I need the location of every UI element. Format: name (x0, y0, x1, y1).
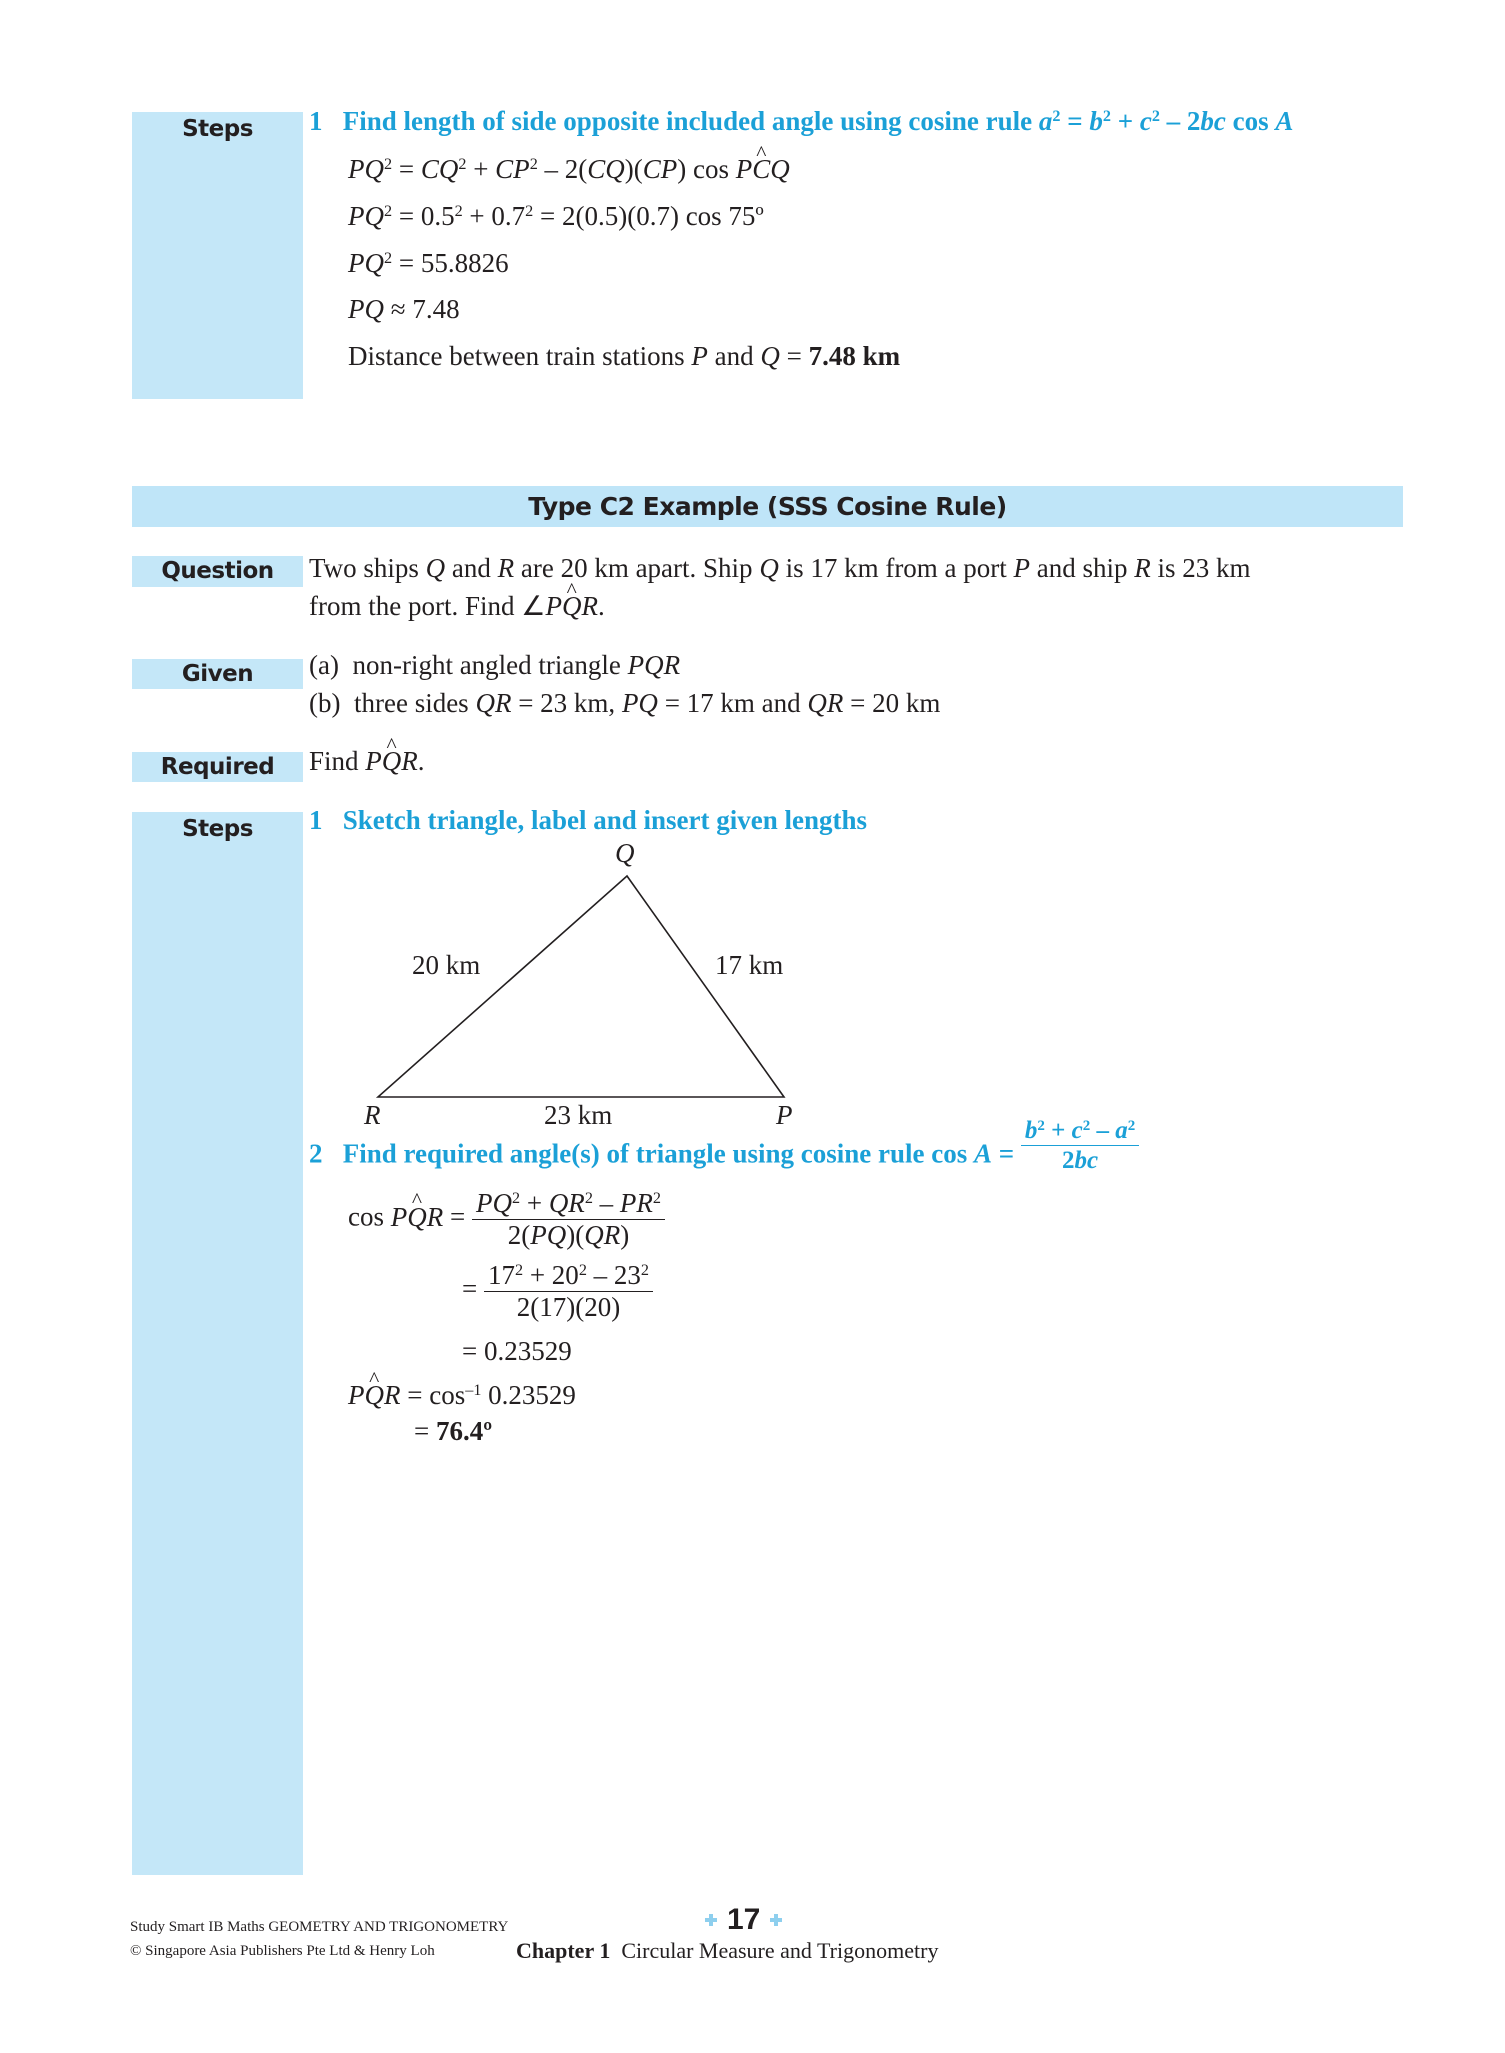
given-label: Given (132, 659, 303, 689)
cosine-rule-formula: $a^2 = b^2 + c^2 - 2bc$ cos A (1038, 106, 1294, 136)
side-label-qp: 17 km (715, 950, 784, 980)
chapter-title: Circular Measure and Trigonometry (621, 1938, 939, 1963)
step-number: 2 (309, 1138, 323, 1169)
copyright: © Singapore Asia Publishers Pte Ltd & Henry Loh (130, 1943, 435, 1959)
steps-label: Steps (182, 116, 253, 142)
given-item-b: (b) three sides QR = 23 km, PQ = 17 km and QR = 20 km (309, 688, 941, 718)
cos-pqr-equation: cos P^ QR = $\frac{PQ^2 + QR^2 - PR^2}{2(PQ)(QR)}$ (348, 1190, 665, 1249)
equation-line-4: PQ ≈ 7.48 (348, 294, 460, 324)
question-text-line-2: from the port. Find ∠P^ QR. (309, 593, 605, 620)
side-label-rp: 23 km (544, 1100, 613, 1130)
fraction-values: $\frac{17^2 + 20^2 - 23^2}{2(17)(20)}$ (484, 1262, 653, 1321)
vertex-label-p: P (776, 1100, 793, 1130)
step-number: 1 (309, 805, 323, 835)
book-title: Study Smart IB Maths GEOMETRY AND TRIGONOMETRY (130, 1919, 509, 1935)
steps-label: Steps (182, 816, 253, 842)
required-label: Required (132, 752, 303, 782)
equation-line-1: $PQ^2 = CQ^2 + CP^2 - 2(CQ)(CP)$ cos P^ CQ (348, 156, 790, 183)
side-label-rq: 20 km (412, 950, 481, 980)
equation-line-3: $PQ^2 = 55.8826$ (348, 248, 509, 278)
vertex-label-q: Q (615, 838, 635, 868)
vertex-label-r: R (364, 1100, 381, 1130)
required-text: Find P^ QR. (309, 748, 425, 775)
inverse-cos-line: P^ QR = $\cos^{-1} 0.23529$ (348, 1382, 576, 1409)
diamond-ornament-icon (705, 1914, 717, 1926)
step-title-text: Find length of side opposite included angle using cosine rule (342, 106, 1033, 136)
question-label: Question (132, 556, 303, 587)
example-header: Type C2 Example (SSS Cosine Rule) (132, 486, 1403, 527)
final-answer: = 76.4º (414, 1416, 493, 1446)
question-text-line-1: Two ships Q and R are 20 km apart. Ship Q is 17 km from a port P and ship R is 23 km (309, 553, 1251, 583)
conclusion-value: 7.48 km (808, 341, 901, 371)
cosine-rule-fraction: $\frac{b^2 + c^2 - a^2}{2bc}$ (1021, 1118, 1139, 1173)
chapter-info (516, 1938, 938, 1964)
conclusion-line: Distance between train stations P and Q = 7.48 km (348, 341, 901, 371)
substitution-line: = $\frac{17^2 + 20^2 - 23^2}{2(17)(20)}$ (462, 1262, 653, 1321)
triangle-pqr (378, 876, 784, 1097)
page-number: 17 (727, 1903, 761, 1936)
fraction-general: $\frac{PQ^2 + QR^2 - PR^2}{2(PQ)(QR)}$ (472, 1190, 665, 1249)
diamond-ornament-icon (770, 1914, 782, 1926)
result-line: = 0.23529 (462, 1336, 572, 1366)
chapter-label: Chapter 1 (516, 1938, 611, 1963)
step-2-title: 2 Find required angle(s) of triangle using cosine rule cos A = $\frac{b^2 + c^2 - a^2}{2bc}$ (309, 1140, 1139, 1173)
equation-line-2: $PQ^2 = 0.5^2 + 0.7^2 = 2(0.5)(0.7)$ cos 75º (348, 201, 764, 231)
step-number: 1 (309, 106, 323, 136)
page-number-block (705, 1903, 782, 1937)
given-item-a: (a) non-right angled triangle PQR (309, 650, 681, 680)
step-title-text: Sketch triangle, label and insert given lengths (342, 805, 868, 835)
